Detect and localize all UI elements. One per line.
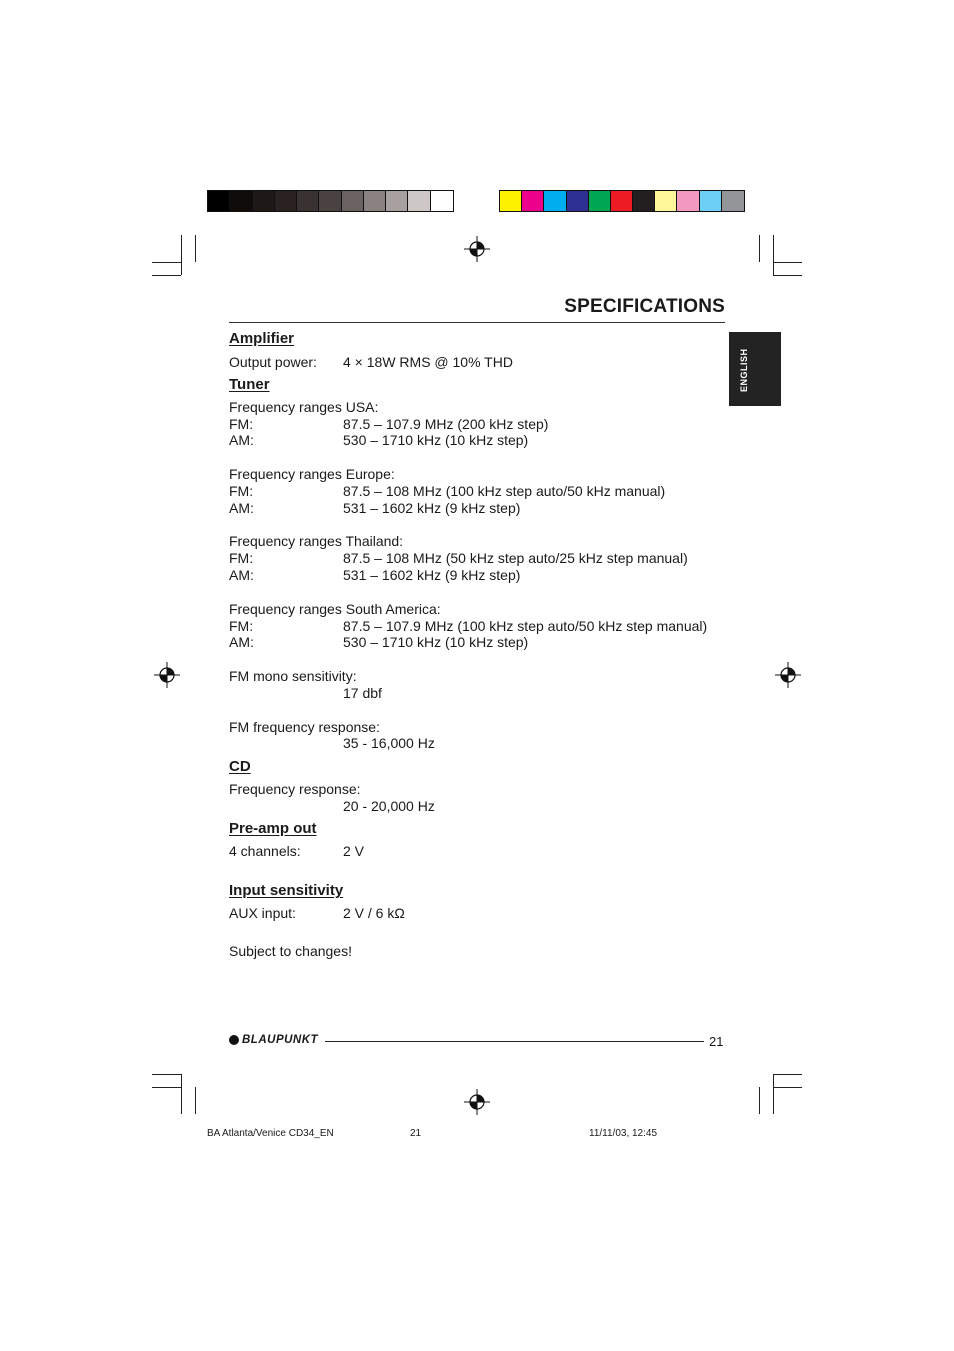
registration-mark-icon <box>464 236 490 262</box>
crop-mark <box>152 262 181 263</box>
europe-ranges-title: Frequency ranges Europe: <box>229 466 395 482</box>
input-sensitivity-heading: Input sensitivity <box>229 882 344 899</box>
color-swatch <box>275 191 297 211</box>
disclaimer-note: Subject to changes! <box>229 943 352 959</box>
brand-name: BLAUPUNKT <box>242 1034 319 1046</box>
color-swatch <box>722 191 744 211</box>
aux-input-label: AUX input: <box>229 905 296 921</box>
thailand-ranges-title: Frequency ranges Thailand: <box>229 533 404 549</box>
crop-mark <box>181 235 182 275</box>
south-america-fm-value: 87.5 – 107.9 MHz (100 kHz step auto/50 kHz step manual) <box>343 618 708 634</box>
crop-mark <box>152 1074 181 1075</box>
usa-am-label: AM: <box>229 432 254 448</box>
crop-mark <box>773 262 802 263</box>
color-swatch <box>677 191 699 211</box>
fm-frequency-response-label: FM frequency response: <box>229 719 380 735</box>
color-swatch <box>319 191 341 211</box>
language-tab-label: ENGLISH <box>739 348 749 392</box>
page-title: SPECIFICATIONS <box>564 296 725 317</box>
color-swatch <box>386 191 408 211</box>
south-america-fm-label: FM: <box>229 618 254 634</box>
preamp-channels-label: 4 channels: <box>229 843 301 859</box>
color-swatch <box>611 191 633 211</box>
crop-mark <box>181 1074 182 1114</box>
crop-mark <box>195 235 196 262</box>
preamp-heading: Pre-amp out <box>229 820 317 837</box>
brand-dot-icon <box>229 1035 239 1045</box>
slug-timestamp: 11/11/03, 12:45 <box>589 1128 658 1139</box>
south-america-am-label: AM: <box>229 634 254 650</box>
crop-mark <box>773 1087 802 1088</box>
usa-fm-label: FM: <box>229 416 254 432</box>
color-calibration-bar <box>499 190 745 212</box>
color-swatch <box>522 191 544 211</box>
crop-mark <box>152 1087 181 1088</box>
amplifier-heading: Amplifier <box>229 330 295 347</box>
color-swatch <box>297 191 319 211</box>
crop-mark <box>195 1087 196 1114</box>
color-swatch <box>230 191 252 211</box>
cd-frequency-response-label: Frequency response: <box>229 781 361 797</box>
color-swatch <box>589 191 611 211</box>
page-number: 21 <box>709 1034 724 1049</box>
fm-frequency-response-value: 35 - 16,000 Hz <box>343 735 435 751</box>
color-swatch <box>208 191 230 211</box>
usa-fm-value: 87.5 – 107.9 MHz (200 kHz step) <box>343 416 549 432</box>
europe-fm-value: 87.5 – 108 MHz (100 kHz step auto/50 kHz manual) <box>343 483 666 499</box>
color-swatch <box>655 191 677 211</box>
europe-fm-label: FM: <box>229 483 254 499</box>
color-swatch <box>364 191 386 211</box>
registration-mark-icon <box>775 662 801 688</box>
cd-frequency-response-value: 20 - 20,000 Hz <box>343 798 435 814</box>
crop-mark <box>773 235 774 275</box>
crop-mark <box>773 275 802 276</box>
color-swatch <box>500 191 522 211</box>
thailand-fm-label: FM: <box>229 550 254 566</box>
thailand-am-value: 531 – 1602 kHz (9 kHz step) <box>343 567 521 583</box>
color-swatch <box>633 191 655 211</box>
europe-am-value: 531 – 1602 kHz (9 kHz step) <box>343 500 521 516</box>
brand-logo <box>229 1034 318 1046</box>
crop-mark <box>759 235 760 262</box>
color-swatch <box>342 191 364 211</box>
europe-am-label: AM: <box>229 500 254 516</box>
color-swatch <box>700 191 722 211</box>
thailand-fm-value: 87.5 – 108 MHz (50 kHz step auto/25 kHz step manual) <box>343 550 688 566</box>
tuner-heading: Tuner <box>229 376 270 393</box>
fm-mono-sensitivity-value: 17 dbf <box>343 685 382 701</box>
color-swatch <box>431 191 453 211</box>
aux-input-value: 2 V / 6 kΩ <box>343 905 405 921</box>
footer-rule <box>325 1041 704 1042</box>
output-power-label: Output power: <box>229 354 317 370</box>
color-swatch <box>408 191 430 211</box>
color-swatch <box>544 191 566 211</box>
registration-mark-icon <box>464 1089 490 1115</box>
usa-am-value: 530 – 1710 kHz (10 kHz step) <box>343 432 529 448</box>
slug-filename: BA Atlanta/Venice CD34_EN <box>207 1128 334 1139</box>
title-underline <box>229 322 725 323</box>
usa-ranges-title: Frequency ranges USA: <box>229 399 379 415</box>
crop-mark <box>152 275 181 276</box>
cd-heading: CD <box>229 758 251 775</box>
registration-mark-icon <box>154 662 180 688</box>
color-swatch <box>567 191 589 211</box>
slug-page: 21 <box>410 1128 422 1139</box>
south-america-am-value: 530 – 1710 kHz (10 kHz step) <box>343 634 529 650</box>
output-power-value: 4 × 18W RMS @ 10% THD <box>343 354 513 370</box>
language-tab <box>729 332 781 406</box>
south-america-ranges-title: Frequency ranges South America: <box>229 601 441 617</box>
crop-mark <box>773 1074 774 1114</box>
gray-calibration-bar <box>207 190 454 212</box>
thailand-am-label: AM: <box>229 567 254 583</box>
crop-mark <box>773 1074 802 1075</box>
fm-mono-sensitivity-label: FM mono sensitivity: <box>229 668 357 684</box>
crop-mark <box>759 1087 760 1114</box>
color-swatch <box>253 191 275 211</box>
preamp-channels-value: 2 V <box>343 843 365 859</box>
